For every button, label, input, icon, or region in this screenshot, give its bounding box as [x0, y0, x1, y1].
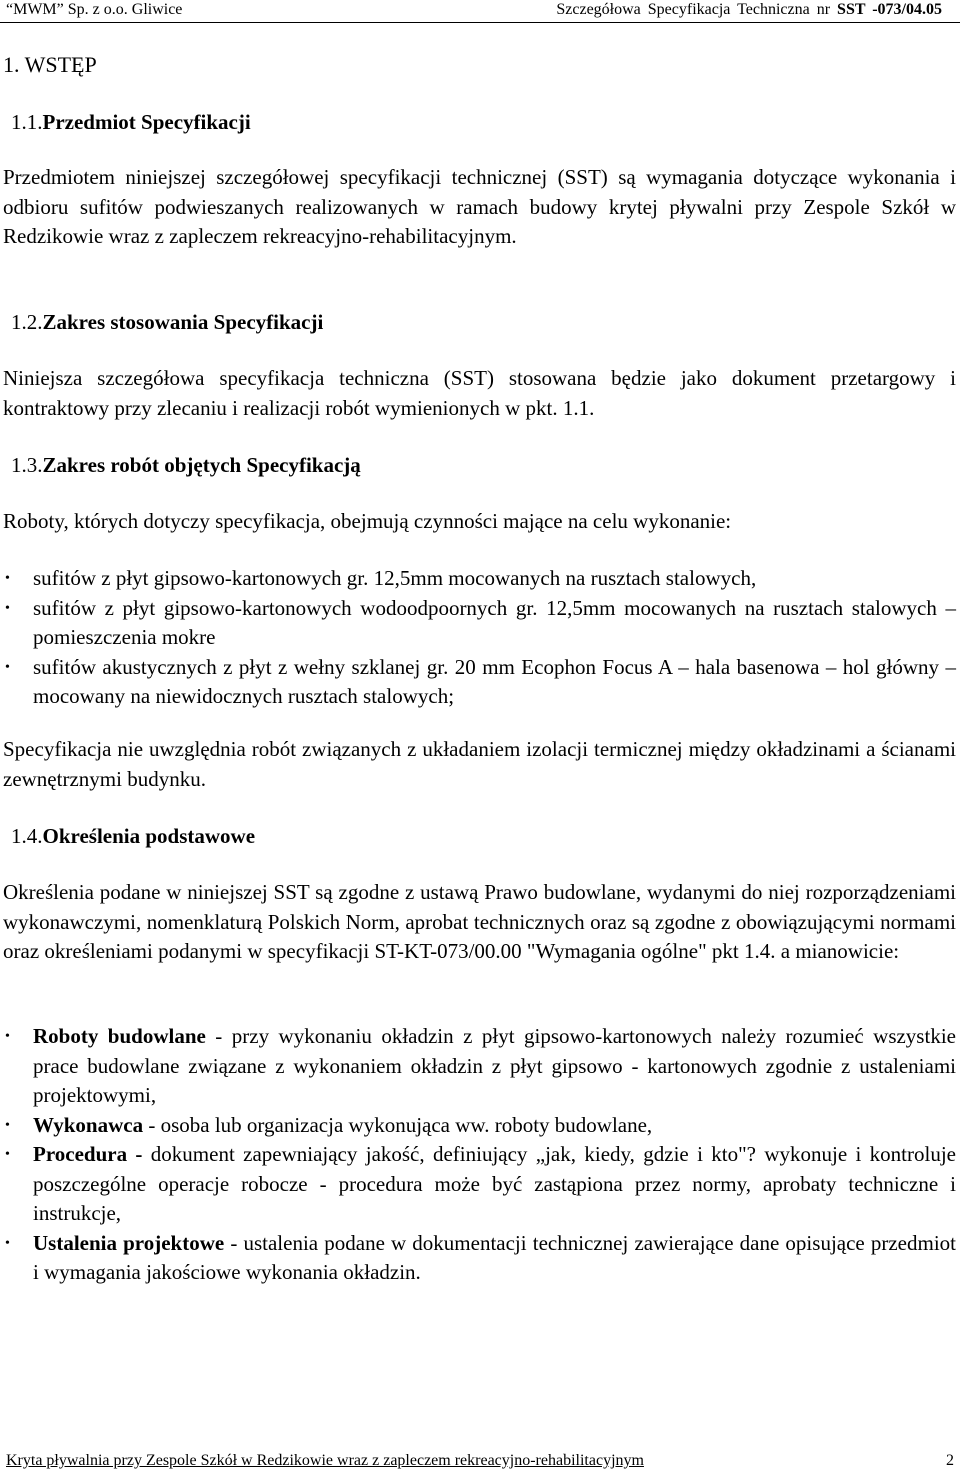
heading-text: Zakres robót objętych Specyfikacją: [42, 453, 361, 477]
heading-text: Przedmiot Specyfikacji: [42, 110, 251, 134]
heading-1-2: [11, 307, 323, 337]
definition-item: [3, 1140, 956, 1229]
heading-text: Zakres stosowania Specyfikacji: [42, 310, 324, 334]
heading-1-3: [11, 450, 361, 480]
header-divider: [0, 22, 960, 23]
header-spec-code: SST -073/04.05: [837, 1, 942, 18]
paragraph-1-3-intro: Roboty, których dotyczy specyfikacja, obejmują czynności mające na celu wykonanie:: [3, 509, 732, 533]
header-company: “MWM” Sp. z o.o. Gliwice: [6, 1, 183, 18]
definition-desc: dokument zapewniający jakość, definiujący „jak, kiedy, gdzie i kto"? wykonuje i kontroluje poszczególne operacje robocze - procedura może być zastąpiona przez normy, aprobaty techniczne i instrukcje,: [33, 1142, 956, 1225]
definition-term: Ustalenia projektowe: [33, 1230, 225, 1255]
heading-number: 1.3.: [11, 453, 43, 477]
list-item: • sufitów akustycznych z płyt z wełny szklanej gr. 20 mm Ecophon Focus A – hala basenowa – hol główny – mocowany na niewidocznych rusztach stalowych;: [3, 653, 956, 712]
heading-number: 1.2.: [11, 310, 43, 334]
definition-desc: - przy wykonaniu okładzin z płyt gipsowo-kartonowych należy rozumieć wszystkie prace budowlane związane z wykonaniem okładzin z płyt gipsowo - kartonowych zgodnie z ustaleniami projektowymi,: [33, 1024, 956, 1107]
definition-term: Procedura -: [33, 1142, 143, 1166]
heading-number: 1.1.: [11, 110, 43, 134]
section-title: 1. WSTĘP: [3, 52, 97, 77]
page-number: 2: [946, 1452, 954, 1469]
definition-desc: - ustalenia podane w dokumentacji technicznej zawierające dane opisujące przedmiot i wymagania jakościowe wykonania okładzin.: [33, 1230, 957, 1284]
definition-term: Wykonawca: [33, 1112, 144, 1137]
list-item: • sufitów z płyt gipsowo-kartonowych gr. 12,5mm mocowanych na rusztach stalowych,: [3, 564, 956, 594]
heading-text: Określenia podstawowe: [42, 824, 256, 848]
definition-item: [3, 1111, 956, 1141]
paragraph-1-4: Określenia podane w niniejszej SST są zgodne z ustawą Prawo budowlane, wydanymi do niej rozporządzeniami wykonawczymi, nomenklaturą Polskich Norm, aprobat technicznych oraz są zgodne z obowiązującymi normami oraz określeniami podanymi w specyfikacji ST-KT-073/00.00 "Wymagania ogólne" pkt 1.4. a mianowicie:: [3, 880, 956, 963]
definition-item: [3, 1229, 956, 1288]
paragraph-1-3-note: Specyfikacja nie uwzględnia robót związanych z układaniem izolacji termicznej między okładzinami a ścianami zewnętrznymi budynku.: [3, 737, 956, 791]
definitions-list: [3, 1022, 956, 1288]
footer-project-title: Kryta pływalnia przy Zespole Szkół w Redzikowie wraz z zapleczem rekreacyjno-rehabilitacyjnym: [6, 1452, 644, 1469]
heading-1-4: [11, 821, 255, 851]
definition-term: Roboty budowlane: [33, 1024, 206, 1048]
paragraph-1-1: Przedmiotem niniejszej szczegółowej specyfikacji technicznej (SST) są wymagania dotyczące wykonania i odbioru sufitów podwieszanych realizowanych w ramach budowy krytej pływalni przy Zespole Szkół w Redzikowie wraz z zapleczem rekreacyjno-rehabilitacyjnym.: [3, 165, 956, 248]
scope-list: [3, 564, 956, 712]
heading-number: 1.4.: [11, 824, 43, 848]
list-item: • sufitów z płyt gipsowo-kartonowych wodoodpoornych gr. 12,5mm mocowanych na rusztach stalowych – pomieszczenia mokre: [3, 594, 956, 653]
header-spec-prefix: Szczegółowa Specyfikacja Techniczna nr: [556, 1, 831, 18]
definition-desc: - osoba lub organizacja wykonująca ww. roboty budowlane,: [143, 1112, 653, 1137]
page-header: [0, 0, 960, 20]
paragraph-1-2: Niniejsza szczegółowa specyfikacja techniczna (SST) stosowana będzie jako dokument przetargowy i kontraktowy przy zlecaniu i realizacji robót wymienionych w pkt. 1.1.: [3, 366, 956, 420]
header-spec-title: [556, 0, 942, 20]
heading-1-1: [11, 107, 251, 137]
definition-item: [3, 1022, 956, 1111]
